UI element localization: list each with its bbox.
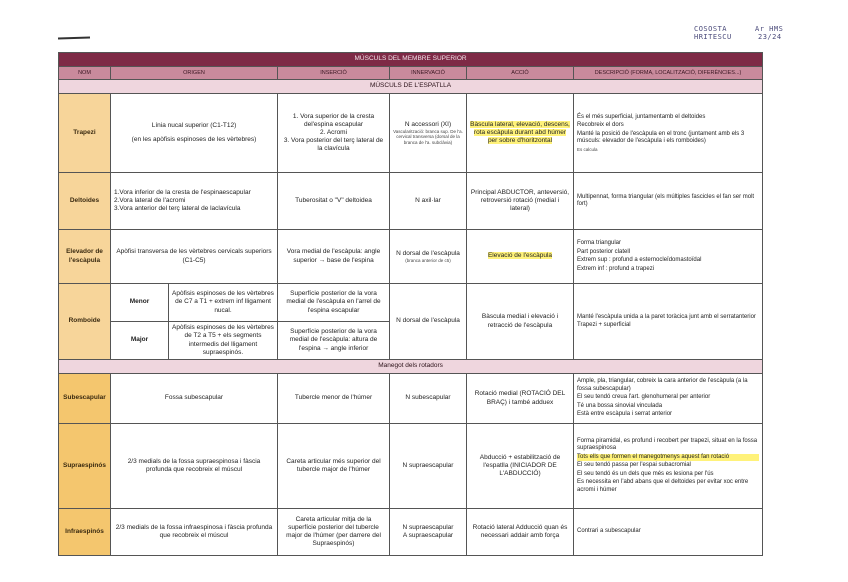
insertion-cell <box>278 94 390 173</box>
description-item: Forma triangular <box>577 240 622 246</box>
description-item: El seu tendó passa per l'espai subacromial <box>577 462 691 469</box>
description-item: Es calcula <box>577 146 598 152</box>
table-row <box>59 509 763 556</box>
handwritten-year: 23/24 <box>758 33 782 41</box>
insertion-cell <box>278 322 390 360</box>
description-item: Té una bossa sinovial vinculada <box>577 402 663 409</box>
insertion-text: 2. Acromi <box>319 128 348 136</box>
header-descripcio: DESCRIPCIÓ (FORMA, LOCALITZACIÓ, DIFERÈNCIES...) <box>574 67 763 80</box>
table-title: MÚSCULS DEL MEMBRE SUPERIOR <box>59 53 763 67</box>
innervation-text: N supraescapular <box>402 523 454 531</box>
innervation-text: N dorsal de l'escàpula <box>396 317 460 325</box>
insertion-text: Tubercle menor de l'húmer <box>294 394 373 402</box>
action-text: Rotació lateral Adducció quan és necessari addair amb força <box>472 523 568 539</box>
description-cell <box>574 94 763 173</box>
origin-cell <box>111 374 278 424</box>
description-cell <box>574 173 763 230</box>
origin-text: 2/3 medials de la fossa supraespinosa i fàscia profunda que recobreix el múscul <box>127 457 261 473</box>
description-cell <box>574 424 763 509</box>
innervation-cell <box>390 374 467 424</box>
section-espatlla: MÚSCULS DE L'ESPATLLA <box>59 80 763 94</box>
insertion-text: Tuberositat o "V" deltoidea <box>295 196 372 204</box>
origin-cell <box>111 230 278 284</box>
insertion-cell <box>278 509 390 556</box>
action-text: Elevació de l'escàpula <box>487 252 553 260</box>
innervation-text: N supraescapular <box>402 461 454 469</box>
innervation-text: N axil·lar <box>415 196 441 204</box>
muscle-name: Elevador de l'escàpula <box>59 230 111 284</box>
origin-text: Fossa subescapular <box>164 394 224 402</box>
table-title-row <box>59 53 763 67</box>
insertion-text: Careta articular més superior del tubercle major de l'húmer <box>286 457 381 473</box>
insertion-text: Vora medial de l'escàpula: angle superior → base de l'espina <box>286 248 381 264</box>
origin-cell <box>111 509 278 556</box>
handwritten-name: COSOSTA <box>694 25 728 33</box>
description-item: El seu tendó és un dels que més es lesiona per l'ús <box>577 470 714 477</box>
insertion-text: Superfície posterior de la vora medial de l'escàpula: altura de l'espina → angle inferior <box>289 328 378 352</box>
description-cell <box>574 374 763 424</box>
muscle-name: Supraespinós <box>59 424 111 509</box>
description-cell <box>574 284 763 360</box>
innervation-text: A supraescapular <box>402 532 454 539</box>
subrow-label: Menor <box>111 284 169 322</box>
origin-text: 3.Vora anterior del terç lateral de laclavícula <box>114 205 241 213</box>
origin-text: Apòfisis espinoses de les vèrtebres de C7 a T1 + extrem inf lligament nucal. <box>172 290 274 314</box>
description-item: Manté la posició de l'escàpula en el tronc (juntament amb els 3 músculs: elevador de l'escàpula i els romboides) <box>577 130 745 145</box>
insertion-text: 1. Vora superior de la cresta del'espina escapular <box>292 112 375 128</box>
description-item: Part posterior clatell <box>577 248 631 255</box>
action-cell <box>467 173 574 230</box>
section-row <box>59 80 763 94</box>
origin-cell <box>111 94 278 173</box>
origin-cell <box>169 284 278 322</box>
muscle-name: Infraespinós <box>59 509 111 556</box>
description-item: Tots ells que formen el manegotmenys aquest fan rotació <box>577 454 759 462</box>
table-row <box>59 284 763 322</box>
action-text: Bàscula medial i elevació i retracció de l'escàpula <box>481 313 559 329</box>
insertion-text: 3. Vora posterior del terç lateral de la clavícula <box>283 137 384 153</box>
action-text: Principal ABDUCTOR, anteversió, retroversió rotació (medial i lateral) <box>470 188 570 213</box>
insertion-text: Superfície posterior de la vora medial de l'escàpula en l'arrel de l'espina escapular <box>286 290 381 314</box>
description-item: Es necessita en l'abd abans que el deltoides per evitar xoc entre acromi i húmer <box>577 479 749 493</box>
table-row <box>59 173 763 230</box>
description-item: Extrem sup : profund a esternocleïdomastoïdal <box>577 257 702 263</box>
handwritten-surname: HRITESCU <box>694 33 732 41</box>
insertion-cell <box>278 284 390 322</box>
muscle-name: Trapezi <box>59 94 111 173</box>
origin-text: 2/3 medials de la fossa infraespinosa i fàscia profunda que recobreix el múscul <box>115 523 273 539</box>
innervation-cell <box>390 424 467 509</box>
header-accio: ACCIÓ <box>467 67 574 80</box>
description-cell <box>574 230 763 284</box>
innervation-note: Vascularització: branca sup. De l'a. cervical transversa (dorsal de la branca de l'a. subclàvia) <box>393 128 463 145</box>
header-origen: ORIGEN <box>111 67 278 80</box>
action-text: Rotació medial (ROTACIÓ DEL BRAÇ) i també adduex <box>474 390 566 406</box>
header-nom: NOM <box>59 67 111 80</box>
description-cell <box>574 509 763 556</box>
muscle-name: Romboide <box>59 284 111 360</box>
innervation-note: (branca anterior de c5) <box>405 257 451 263</box>
insertion-text: Careta articular mitja de la superfície posterior del tubercle major de l'húmer (per darrere del Supraespinós) <box>286 515 381 548</box>
table-row <box>59 94 763 173</box>
action-cell <box>467 94 574 173</box>
table-row <box>59 424 763 509</box>
section-row <box>59 360 763 374</box>
insertion-cell <box>278 230 390 284</box>
description-item: És el més superficial, juntamentamb el deltoides <box>577 113 706 120</box>
pen-mark <box>58 36 90 39</box>
description-item: Ample, pla, triangular, cobreix la cara anterior de l'escàpula (a la fossa subescapular) <box>577 378 748 392</box>
action-text: Abducció + estabilització de l'espatlla (INICIADOR DE L'ABDUCCIÓ) <box>479 453 561 478</box>
innervation-cell <box>390 173 467 230</box>
description-item: Contrari a subescapular <box>577 528 641 535</box>
muscle-name: Deltoides <box>59 173 111 230</box>
table-row <box>59 230 763 284</box>
origin-cell <box>169 322 278 360</box>
innervation-cell <box>390 509 467 556</box>
description-item: Multipennat, forma triangular (els múltiples fascicles el fan ser molt fort) <box>577 193 755 207</box>
description-item: Extrem inf : profund a trapezi <box>577 265 655 272</box>
insertion-cell <box>278 173 390 230</box>
description-item: Està entre escàpula i serrat anterior <box>577 411 673 418</box>
insertion-cell <box>278 374 390 424</box>
innervation-text: N dorsal de l'escàpula <box>396 249 460 257</box>
innervation-cell <box>390 94 467 173</box>
action-cell <box>467 284 574 360</box>
table-row <box>59 374 763 424</box>
origin-note: (en les apòfisis espinoses de les vèrtebres) <box>131 136 257 143</box>
muscles-table <box>58 52 763 556</box>
innervation-text: N accessori (XI) <box>404 120 452 128</box>
description-item: Trapezi + superficial <box>577 322 631 328</box>
handwritten-course: Ar HMS <box>755 25 784 33</box>
action-cell <box>467 374 574 424</box>
muscle-name: Subescapular <box>59 374 111 424</box>
origin-text: 1.Vora inferior de la cresta de l'espinaescapular <box>114 188 251 196</box>
action-cell <box>467 230 574 284</box>
description-item: El seu tendó creua l'art. glenohumeral per anterior <box>577 394 711 401</box>
innervation-cell <box>390 284 467 360</box>
subrow-label: Major <box>111 322 169 360</box>
origin-text: Línia nucal superior (C1-T12) <box>151 121 237 129</box>
action-cell <box>467 424 574 509</box>
insertion-cell <box>278 424 390 509</box>
origin-cell <box>111 173 278 230</box>
innervation-text: N subescapular <box>405 394 451 402</box>
action-text: Bàscula lateral, elevació, descens, rota escàpula durant abd húmer per sobre d'horitzontal <box>470 120 570 145</box>
origin-text: Apòfisi transversa de les vèrtebres cervicals superiors (C1-C5) <box>116 248 272 264</box>
table-header-row <box>59 67 763 80</box>
header-insercio: INSERCIÓ <box>278 67 390 80</box>
origin-text: 2.Vora lateral de l'acromi <box>114 196 186 204</box>
innervation-cell <box>390 230 467 284</box>
section-manegot: Manegot dels rotadors <box>59 360 763 374</box>
description-item: Forma piramidal, es profund i recobert per trapezi, situat en la fossa supraespinosa <box>577 437 758 452</box>
description-item: Manté l'escàpula unida a la paret toràcica junt amb el serratanterior <box>577 313 756 320</box>
description-item: Recobreix el dors <box>577 122 624 129</box>
action-cell <box>467 509 574 556</box>
header-innervacio: INNERVACIÓ <box>390 67 467 80</box>
origin-text: Apòfisis espinoses de les vèrtebres de T2 a T5 + els segments intermedis del lligament supraespinós. <box>172 324 274 356</box>
origin-cell <box>111 424 278 509</box>
